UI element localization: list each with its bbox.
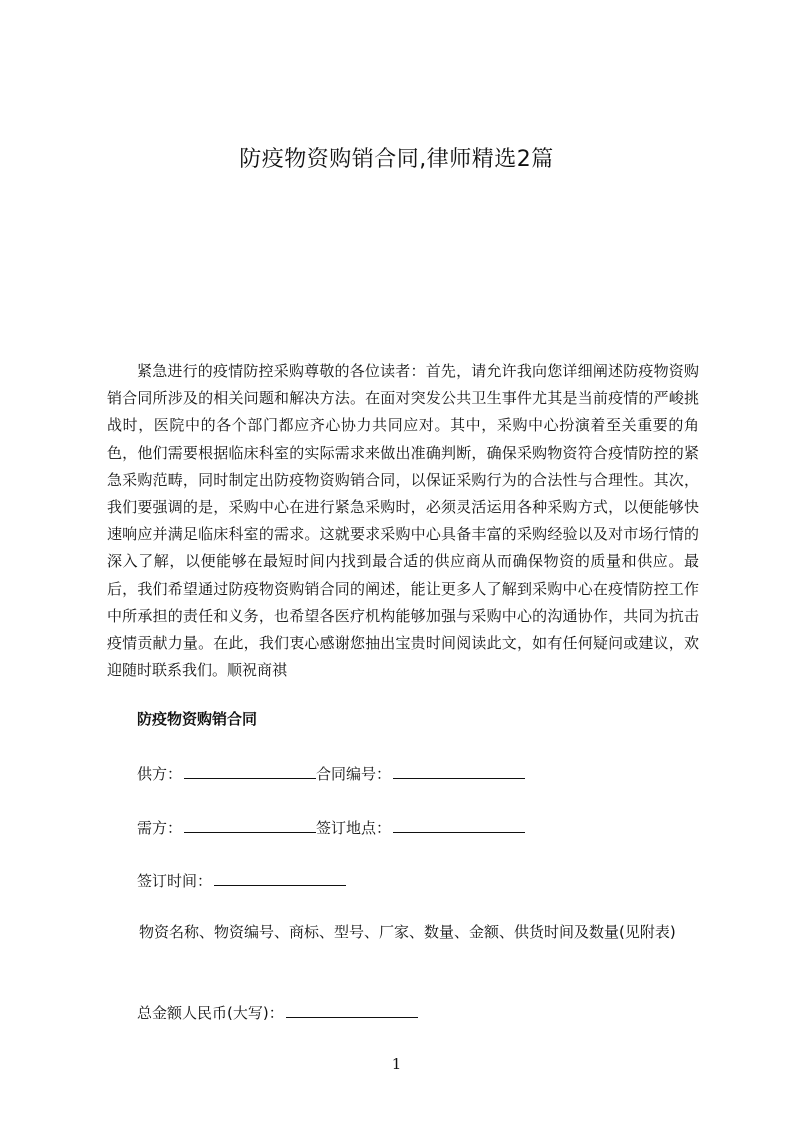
supplier-blank xyxy=(184,763,316,779)
total-amount-blank xyxy=(286,1002,418,1018)
contract-number-blank xyxy=(393,763,525,779)
intro-paragraph: 紧急进行的疫情防控采购尊敬的各位读者：首先，请允许我向您详细阐述防疫物资购销合同所涉及的相关问题和解决方法。在面对突发公共卫生事件尤其是当前疫情的严峻挑战时，医院中的各个部门都应齐心协力共同应对。其中，采购中心扮演着至关重要的角色，他们需要根据临床科室的实际需求来做出准确判断，确保采购物资符合疫情防控的紧急采购范畴，同时制定出防疫物资购销合同，以保证采购行为的合法性与合理性。其次，我们要强调的是，采购中心在进行紧急采购时，必须灵活运用各种采购方式，以便能够快速响应并满足临床科室的需求。这就要求采购中心具备丰富的采购经验以及对市场行情的深入了解，以便能够在最短时间内找到最合适的供应商从而确保物资的质量和供应。最后，我们希望通过防疫物资购销合同的阐述，能让更多人了解到采购中心在疫情防控工作中所承担的责任和义务，也希望各医疗机构能够加强与采购中心的沟通协作，共同为抗击疫情贡献力量。在此，我们衷心感谢您抽出宝贵时间阅读此文，如有任何疑问或建议，欢迎随时联系我们。顺祝商祺 xyxy=(107,362,699,680)
signing-place-label: 签订地点： xyxy=(316,819,392,837)
total-amount-row xyxy=(137,1002,418,1024)
total-amount-label: 总金额人民币(大写)： xyxy=(137,1004,284,1022)
contract-number-label: 合同编号： xyxy=(316,765,392,783)
signing-time-row xyxy=(137,870,346,892)
items-note: 物资名称、物资编号、商标、型号、厂家、数量、金额、供货时间及数量(见附表) xyxy=(139,923,676,941)
demander-place-row xyxy=(137,817,525,839)
document-title: 防疫物资购销合同,律师精选2篇 xyxy=(239,147,554,172)
section-heading: 防疫物资购销合同 xyxy=(137,710,258,728)
demander-blank xyxy=(184,817,316,833)
signing-time-label: 签订时间： xyxy=(137,872,213,890)
page-number: 1 xyxy=(391,1055,402,1073)
demander-label: 需方： xyxy=(137,819,183,837)
signing-place-blank xyxy=(393,817,525,833)
signing-time-blank xyxy=(214,870,346,886)
supplier-label: 供方： xyxy=(137,765,183,783)
supplier-contract-row xyxy=(137,763,525,785)
